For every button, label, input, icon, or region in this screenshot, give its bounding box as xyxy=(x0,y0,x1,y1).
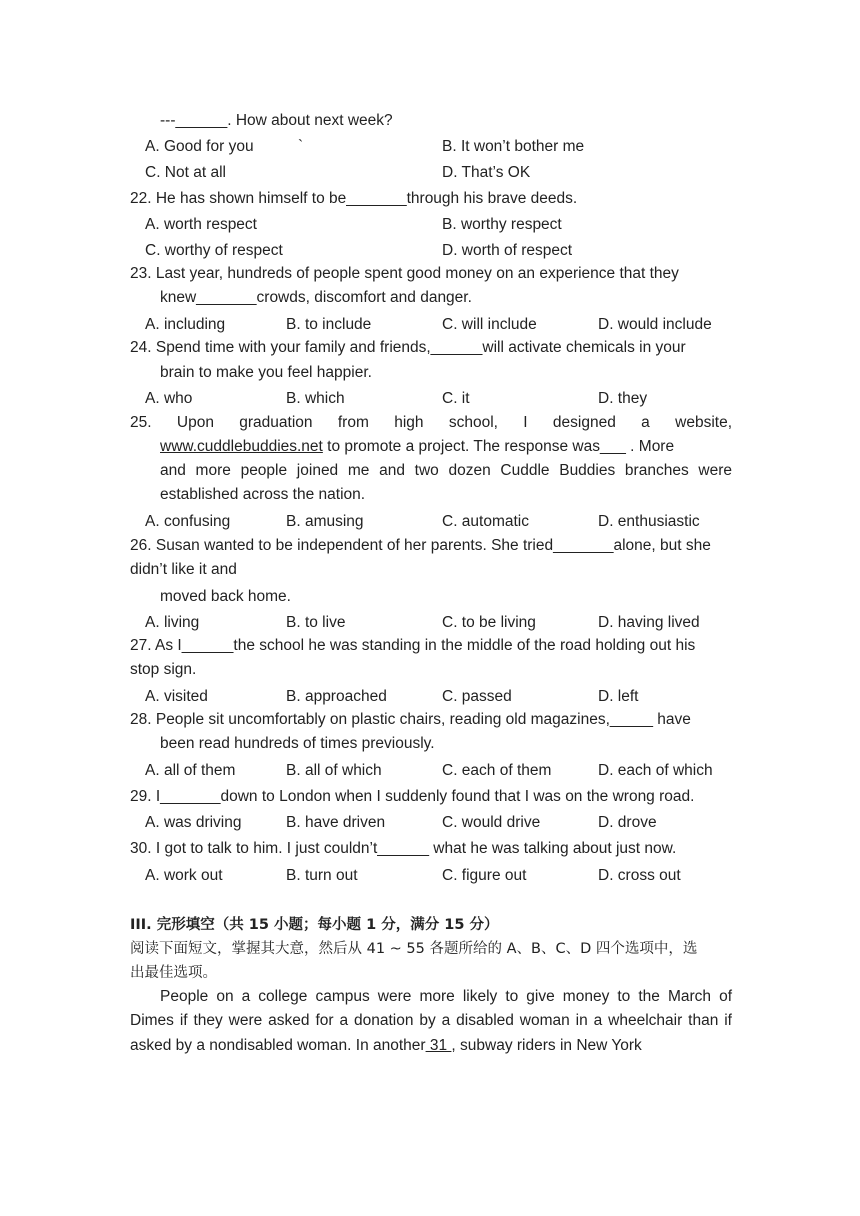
q25-stem-line2 xyxy=(160,437,732,457)
q25-option-c: C. automatic xyxy=(442,513,530,530)
q26-stem-line3: moved back home. xyxy=(160,588,291,605)
q21-stem: ---______. How about next week? xyxy=(160,112,393,129)
q24-stem-line2: brain to make you feel happier. xyxy=(160,364,372,381)
section-instruction-line2: 出最佳选项。 xyxy=(130,965,217,981)
passage-line3 xyxy=(130,1036,642,1056)
q26-stem-line1: 26. Susan wanted to be independent of her parents. She tried_______alone, but she xyxy=(130,537,711,554)
q24-option-c: C. it xyxy=(442,390,470,407)
q24-option-a: A. who xyxy=(145,390,193,407)
q29-stem: 29. I_______down to London when I suddenly found that I was on the wrong road. xyxy=(130,788,695,805)
q23-stem-line2: knew_______crowds, discomfort and danger. xyxy=(160,289,472,306)
website-link[interactable]: www.cuddlebuddies.net xyxy=(160,438,323,455)
q26-option-b: B. to live xyxy=(286,614,346,631)
q29-option-d: D. drove xyxy=(598,814,657,831)
q27-stem-line2: stop sign. xyxy=(130,661,197,678)
q27-option-d: D. left xyxy=(598,688,639,705)
q25-stem-line1: 25. Upon graduation from high school, I designed a website, xyxy=(130,414,732,431)
q30-option-b: B. turn out xyxy=(286,867,358,884)
passage-line3-start: asked by a nondisabled woman. In another xyxy=(130,1037,426,1054)
q23-option-a: A. including xyxy=(145,316,226,333)
q27-stem-line1: 27. As I______the school he was standing in the middle of the road holding out his xyxy=(130,637,696,654)
q24-stem-line1: 24. Spend time with your family and friends,______will activate chemicals in your xyxy=(130,339,686,356)
q21-option-d: D. That’s OK xyxy=(442,164,531,181)
q24-option-d: D. they xyxy=(598,390,648,407)
q25-option-d: D. enthusiastic xyxy=(598,513,700,530)
q21-stray-mark: ` xyxy=(298,138,304,155)
q28-option-d: D. each of which xyxy=(598,762,713,779)
q25-stem-line3: and more people joined me and two dozen Cuddle Buddies branches were xyxy=(160,462,732,479)
q25-stem-line2-rest: to promote a project. The response was___ . More xyxy=(322,438,675,455)
q25-option-b: B. amusing xyxy=(286,513,364,530)
section-heading: III. 完形填空（共 15 小题；每小题 1 分，满分 15 分） xyxy=(130,917,499,933)
blank-31: 31 xyxy=(425,1037,452,1054)
q30-option-d: D. cross out xyxy=(598,867,681,884)
q29-option-b: B. have driven xyxy=(286,814,386,831)
q23-option-b: B. to include xyxy=(286,316,372,333)
q29-option-c: C. would drive xyxy=(442,814,541,831)
passage-line2: Dimes if they were asked for a donation by a disabled woman in a wheelchair than if xyxy=(130,1012,732,1029)
q29-option-a: A. was driving xyxy=(145,814,242,831)
q28-option-c: C. each of them xyxy=(442,762,552,779)
passage-line3-end: , subway riders in New York xyxy=(451,1037,642,1054)
q28-stem-line1: 28. People sit uncomfortably on plastic chairs, reading old magazines,_____ have xyxy=(130,711,691,728)
q23-option-d: D. would include xyxy=(598,316,712,333)
q21-option-c: C. Not at all xyxy=(145,164,226,181)
q23-stem-line1: 23. Last year, hundreds of people spent good money on an experience that they xyxy=(130,265,679,282)
q21-option-b: B. It won’t bother me xyxy=(442,138,585,155)
q25-option-a: A. confusing xyxy=(145,513,231,530)
q22-option-b: B. worthy respect xyxy=(442,216,562,233)
q22-stem: 22. He has shown himself to be_______through his brave deeds. xyxy=(130,190,578,207)
q28-option-a: A. all of them xyxy=(145,762,236,779)
q30-stem: 30. I got to talk to him. I just couldn’t______ what he was talking about just now. xyxy=(130,840,677,857)
q26-stem-line2: didn’t like it and xyxy=(130,561,237,578)
q22-option-a: A. worth respect xyxy=(145,216,257,233)
q27-option-a: A. visited xyxy=(145,688,208,705)
q26-option-c: C. to be living xyxy=(442,614,536,631)
q26-option-a: A. living xyxy=(145,614,200,631)
q28-stem-line2: been read hundreds of times previously. xyxy=(160,735,435,752)
q24-option-b: B. which xyxy=(286,390,345,407)
q21-option-a: A. Good for you xyxy=(145,138,254,155)
q30-option-c: C. figure out xyxy=(442,867,527,884)
q27-option-c: C. passed xyxy=(442,688,512,705)
q26-option-d: D. having lived xyxy=(598,614,700,631)
q30-option-a: A. work out xyxy=(145,867,223,884)
q27-option-b: B. approached xyxy=(286,688,387,705)
q25-stem-line4: established across the nation. xyxy=(160,486,366,503)
q23-option-c: C. will include xyxy=(442,316,537,333)
q22-option-c: C. worthy of respect xyxy=(145,242,283,259)
q22-option-d: D. worth of respect xyxy=(442,242,573,259)
section-instruction-line1: 阅读下面短文，掌握其大意，然后从 41 ~ 55 各题所给的 A、B、C、D 四个选项中，选 xyxy=(130,941,698,957)
passage-line1: People on a college campus were more likely to give money to the March of xyxy=(160,988,732,1005)
q28-option-b: B. all of which xyxy=(286,762,382,779)
